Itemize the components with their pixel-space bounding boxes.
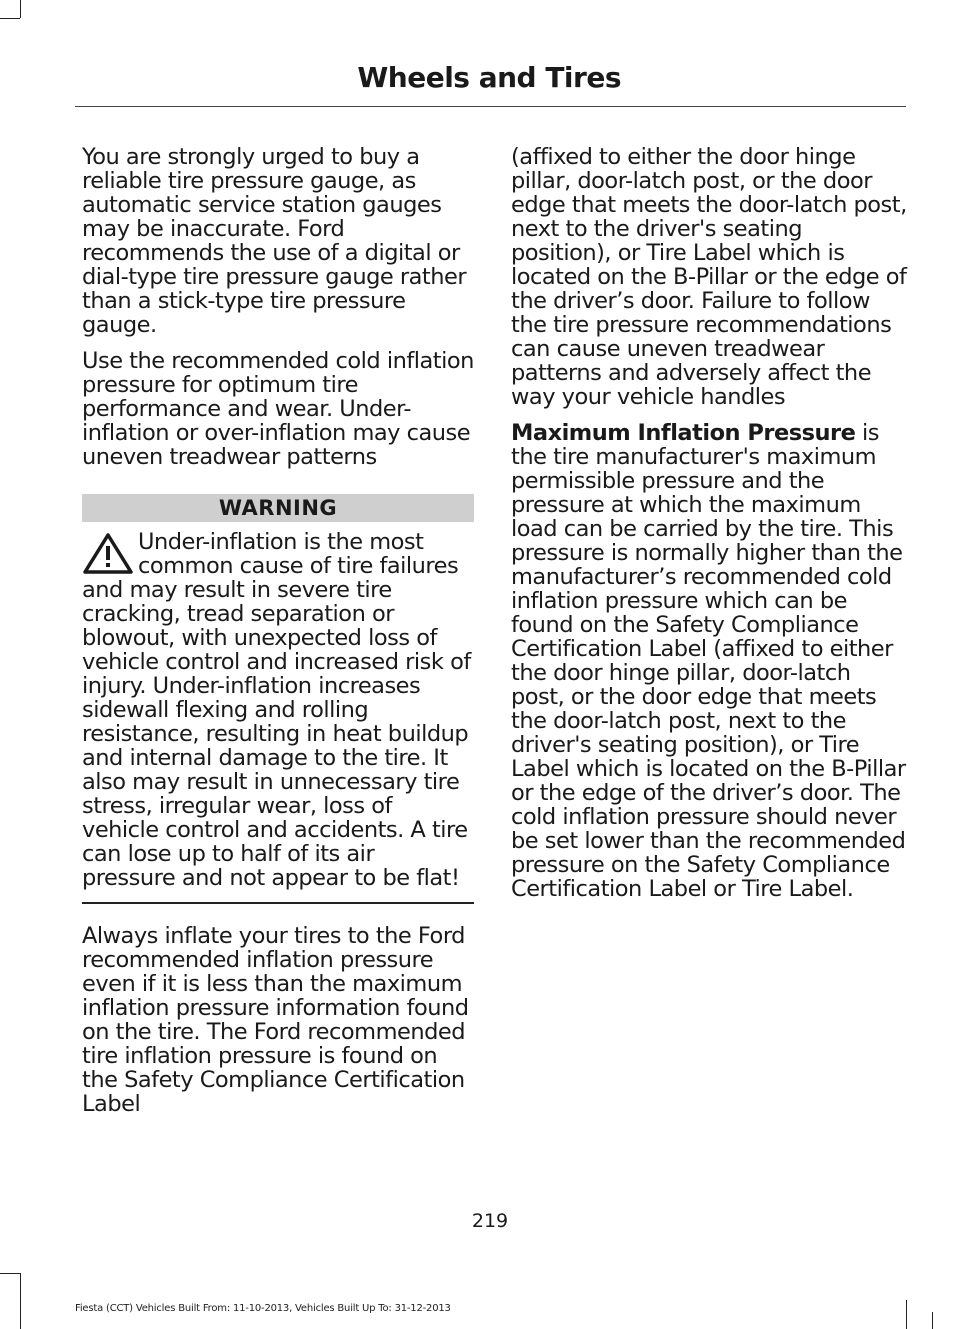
page-number: 219	[471, 1210, 509, 1232]
crop-mark	[906, 1300, 907, 1329]
term-max-inflation-pressure: Maximum Inflation Pressure	[511, 420, 856, 446]
warning-box	[82, 530, 474, 904]
header-divider	[75, 106, 906, 107]
warning-header: WARNING	[82, 494, 474, 522]
left-column	[82, 145, 474, 1116]
crop-mark	[0, 18, 20, 19]
right-paragraph-1: (affixed to either the door hinge pillar, door-latch post, or the door edge that meets the door-latch post, next to the driver's seating position), or Tire Label which is located on the B-Pillar or the edge of the driver’s door. Failure to follow the tire pressure recommendations can cause uneven treadwear patterns and adversely affect the way your vehicle handles	[511, 144, 907, 410]
left-paragraph-2: Use the recommended cold inflation pressure for optimum tire performance and wear. Under-inflation or over-inflation may cause uneven treadwear patterns	[82, 348, 474, 470]
warning-text: Under-inflation is the most common cause of tire failures and may result in severe tire cracking, tread separation or blowout, with unexpected loss of vehicle control and increased risk of injury. Under-inflation increases sidewall flexing and rolling resistance, resulting in heat buildup and internal damage to the tire. It also may result in unnecessary tire stress, irregular wear, loss of vehicle control and accidents. A tire can lose up to half of its air pressure and not appear to be flat!	[82, 529, 471, 891]
footer-text: Fiesta (CCT) Vehicles Built From: 11-10-2013, Vehicles Built Up To: 31-12-2013	[75, 1303, 451, 1314]
right-paragraph-2	[511, 421, 907, 901]
page-title: Wheels and Tires	[357, 61, 621, 94]
definition-text: is the tire manufacturer's maximum permissible pressure and the pressure at which the maximum load can be carried by the tire. This pressure is normally higher than the manufacturer’s recommended cold inflation pressure which can be found on the Safety Compliance Certification Label (affixed to either the door hinge pillar, door-latch post, or the door edge that meets the door-latch post, next to the driver's seating position), or Tire Label which is located on the B-Pillar or the edge of the driver’s door. The cold inflation pressure should never be set lower than the recommended pressure on the Safety Compliance Certification Label or Tire Label.	[511, 420, 906, 902]
crop-mark	[932, 1312, 933, 1329]
crop-mark	[20, 1273, 21, 1329]
crop-mark	[0, 1273, 20, 1274]
left-paragraph-1: You are strongly urged to buy a reliable tire pressure gauge, as automatic service station gauges may be inaccurate. Ford recommends the use of a digital or dial-type tire pressure gauge rather than a stick-type tire pressure gauge.	[82, 144, 467, 338]
right-column	[511, 145, 907, 901]
warning-triangle-icon	[82, 532, 134, 576]
warning-divider	[82, 902, 474, 904]
left-paragraph-3: Always inflate your tires to the Ford recommended inflation pressure even if it is less than the maximum inflation pressure information found on the tire. The Ford recommended tire inflation pressure is found on the Safety Compliance Certification Label	[82, 923, 469, 1117]
crop-mark	[20, 0, 21, 18]
